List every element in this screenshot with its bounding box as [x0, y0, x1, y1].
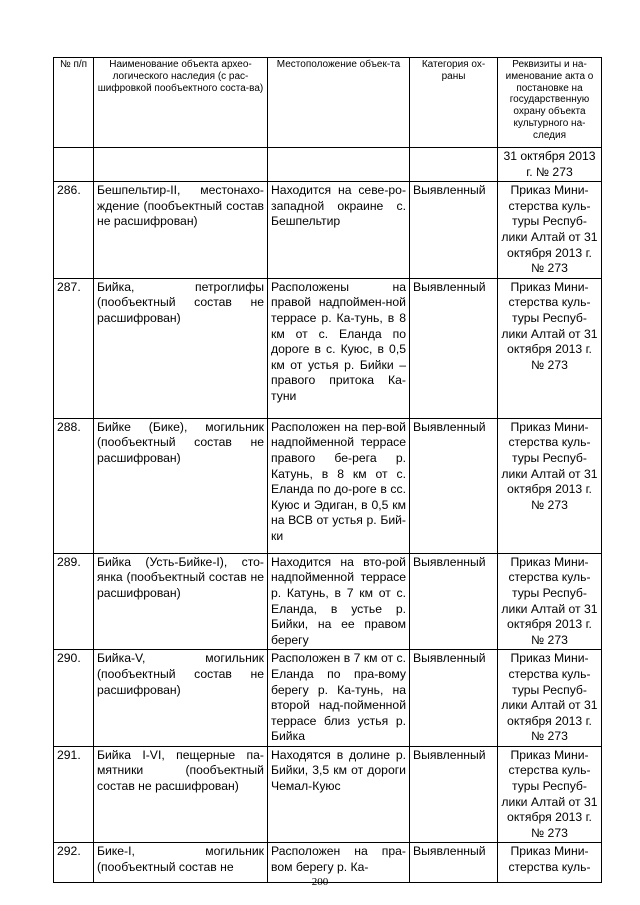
object-name-cell: Бийке (Бике), могильник (пообъектный состав не расшифрован)	[94, 418, 268, 553]
row-num-cell: 289.	[54, 553, 94, 650]
category-cell: Выявленный	[410, 278, 498, 418]
category-cell: Выявленный	[410, 182, 498, 279]
continuation-location	[268, 148, 410, 182]
object-name-cell: Бийка (Усть-Бийке-I), сто-янка (пообъектный состав не расшифрован)	[94, 553, 268, 650]
page-number: 200	[311, 876, 329, 888]
act-cell: Приказ Мини-стерства куль-	[498, 843, 602, 883]
continuation-num	[54, 148, 94, 182]
act-cell: Приказ Мини-стерства куль-туры Респуб-лики Алтай от 31 октября 2013 г. № 273	[498, 553, 602, 650]
header-object-name: Наименование объекта архео-логического наследия (с рас-шифровкой пообъектного соста-ва)	[94, 58, 268, 148]
act-cell: Приказ Мини-стерства куль-туры Респуб-лики Алтай от 31 октября 2013 г. № 273	[498, 746, 602, 843]
continuation-name	[94, 148, 268, 182]
act-cell: Приказ Мини-стерства куль-туры Респуб-лики Алтай от 31 октября 2013 г. № 273	[498, 278, 602, 418]
category-cell: Выявленный	[410, 418, 498, 553]
act-cell: Приказ Мини-стерства куль-туры Респуб-лики Алтай от 31 октября 2013 г. № 273	[498, 650, 602, 747]
table-row	[54, 553, 602, 650]
heritage-register-table	[53, 57, 602, 883]
table-row	[54, 278, 602, 418]
row-num-cell: 291.	[54, 746, 94, 843]
row-num-cell: 286.	[54, 182, 94, 279]
object-name-cell: Бийка I-VI, пещерные па-мятники (пообъектный состав не расшифрован)	[94, 746, 268, 843]
act-cell: Приказ Мини-стерства куль-туры Респуб-лики Алтай от 31 октября 2013 г. № 273	[498, 418, 602, 553]
header-category: Категория ох-раны	[410, 58, 498, 148]
category-cell: Выявленный	[410, 843, 498, 883]
table-row	[54, 746, 602, 843]
continuation-row	[54, 148, 602, 182]
location-cell: Расположены на правой надпоймен-ной террасе р. Ка-тунь, в 8 км от с. Еланда по дороге в с. Куюс, в 0,5 км от устья р. Бийки – правого притока Ка-туни	[268, 278, 410, 418]
header-num: № п/п	[54, 58, 94, 148]
location-cell: Находится на севе-ро-западной окраине с. Бешпельтир	[268, 182, 410, 279]
continuation-act: 31 октября 2013 г. № 273	[498, 148, 602, 182]
row-num-cell: 288.	[54, 418, 94, 553]
location-cell: Расположен на пер-вой надпойменной террасе правого бе-рега р. Катунь, в 8 км от с. Еланда по до-роге в сс. Куюс и Эдиган, в 0,5 км на ВСВ от устья р. Бий-ки	[268, 418, 410, 553]
header-row	[54, 58, 602, 148]
table-row	[54, 182, 602, 279]
row-num-cell: 292.	[54, 843, 94, 883]
object-name-cell: Бийка, петроглифы (пообъектный состав не расшифрован)	[94, 278, 268, 418]
location-cell: Находятся в долине р. Бийки, 3,5 км от дороги Чемал-Куюс	[268, 746, 410, 843]
object-name-cell: Бешпельтир-II, местонахо-ждение (пообъектный состав не расшифрован)	[94, 182, 268, 279]
row-num-cell: 290.	[54, 650, 94, 747]
location-cell: Расположен в 7 км от с. Еланда по пра-вому берегу р. Ка-тунь, на второй над-пойменной террасе близ устья р. Бийка	[268, 650, 410, 747]
object-name-cell: Бийка-V, могильник (пообъектный состав не расшифрован)	[94, 650, 268, 747]
row-num-cell: 287.	[54, 278, 94, 418]
table-row	[54, 650, 602, 747]
continuation-category	[410, 148, 498, 182]
table-row	[54, 418, 602, 553]
location-cell: Расположен на пра-вом берегу р. Ка-	[268, 843, 410, 883]
header-location: Местоположение объек-та	[268, 58, 410, 148]
category-cell: Выявленный	[410, 553, 498, 650]
location-cell: Находится на вто-рой надпойменной террасе р. Катунь, в 7 км от с. Еланда, в устье р. Бийки, на ее правом берегу	[268, 553, 410, 650]
act-cell: Приказ Мини-стерства куль-туры Респуб-лики Алтай от 31 октября 2013 г. № 273	[498, 182, 602, 279]
category-cell: Выявленный	[410, 746, 498, 843]
category-cell: Выявленный	[410, 650, 498, 747]
object-name-cell: Бике-I, могильник (пообъектный состав не	[94, 843, 268, 883]
header-act: Реквизиты и на-именование акта о постановке на государственную охрану объекта культурного на-следия	[498, 58, 602, 148]
